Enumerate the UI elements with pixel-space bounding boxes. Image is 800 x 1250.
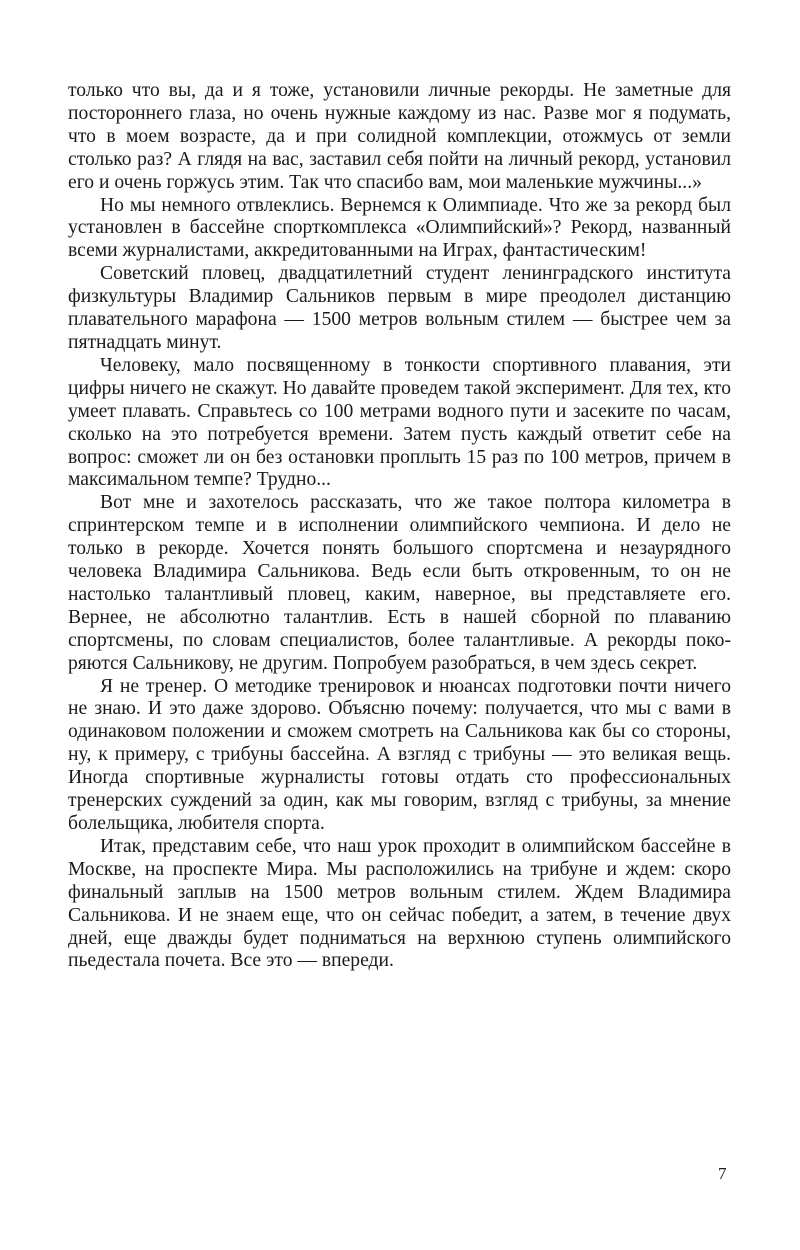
paragraph-7: Итак, представим себе, что наш урок проходит в олимпийском бассейне в Москве, на проспекте Мира. Мы расположились на трибуне и ждем: скоро финальный заплыв на 1500 метров вольным стилем. Ждем Владимира Сальникова. И не знаем еще, что он сейчас победит, а затем, в течение двух дней, еще дважды будет подниматься на верхнюю ступень олимпийского пьедестала почета. Все это — впереди. [68,835,731,972]
paragraph-1: только что вы, да и я тоже, установили личные рекорды. Не заметные для постороннего глаза, но очень нужные каждому из нас. Разве мог я подумать, что в моем возрасте, да и при солидной комплекции, отожмусь от земли столько раз? А глядя на вас, заставил себя пойти на личный рекорд, установил его и очень горжусь этим. Так что спасибо вам, мои маленькие мужчины...» [68,80,731,193]
paragraph-2: Но мы немного отвлеклись. Вернемся к Олимпиаде. Что же за рекорд был установлен в бассейне спорткомплекса «Олимпийский»? Рекорд, названный всеми журналистами, аккредитованными на Играх, фантастическим! [68,194,731,262]
page-body [68,80,731,973]
paragraph-6: Я не тренер. О методике тренировок и нюансах подготовки почти ничего не знаю. И это даже здорово. Объясню почему: получается, что мы с вами в одинаковом положении и сможем смотреть на Сальникова как бы со стороны, ну, к примеру, с трибуны бассейна. А взгляд с трибуны — это великая вещь. Иногда спортивные журналисты готовы отдать сто профессиональных тренерских суждений за один, как мы говорим, взгляд с трибуны, за мнение болельщика, любителя спорта. [68,675,731,834]
page-number: 7 [718,1164,727,1183]
paragraph-4: Человеку, мало посвященному в тонкости спортивного плавания, эти цифры ничего не скажут. Но давайте проведем такой эксперимент. Для тех, кто умеет плавать. Справьтесь со 100 метрами водного пути и засеките по часам, сколько на это потребуется времени. Затем пусть каждый ответит себе на вопрос: сможет ли он без остановки проплыть 15 раз по 100 метров, причем в максимальном темпе? Трудно... [68,354,731,491]
paragraph-5: Вот мне и захотелось рассказать, что же такое полтора километра в спринтерском темпе и в исполнении олимпийского чемпиона. И дело не только в рекорде. Хочется понять большого спортсмена и незаурядного человека Владимира Сальникова. Ведь если быть откровенным, то он не настолько талантливый пловец, каким, наверное, вы представляете его. Вернее, не абсолютно талантлив. Есть в нашей сборной по плаванию спортсмены, по словам специалистов, более талантливые. А рекорды покоряются Сальникову, не другим. Попробуем разобраться, в чем здесь секрет. [68,492,731,674]
paragraph-3: Советский пловец, двадцатилетний студент ленинградского института физкультуры Владимир Сальников первым в мире преодолел дистанцию плавательного марафона — 1500 метров вольным стилем — быстрее чем за пятнадцать минут. [68,263,731,353]
